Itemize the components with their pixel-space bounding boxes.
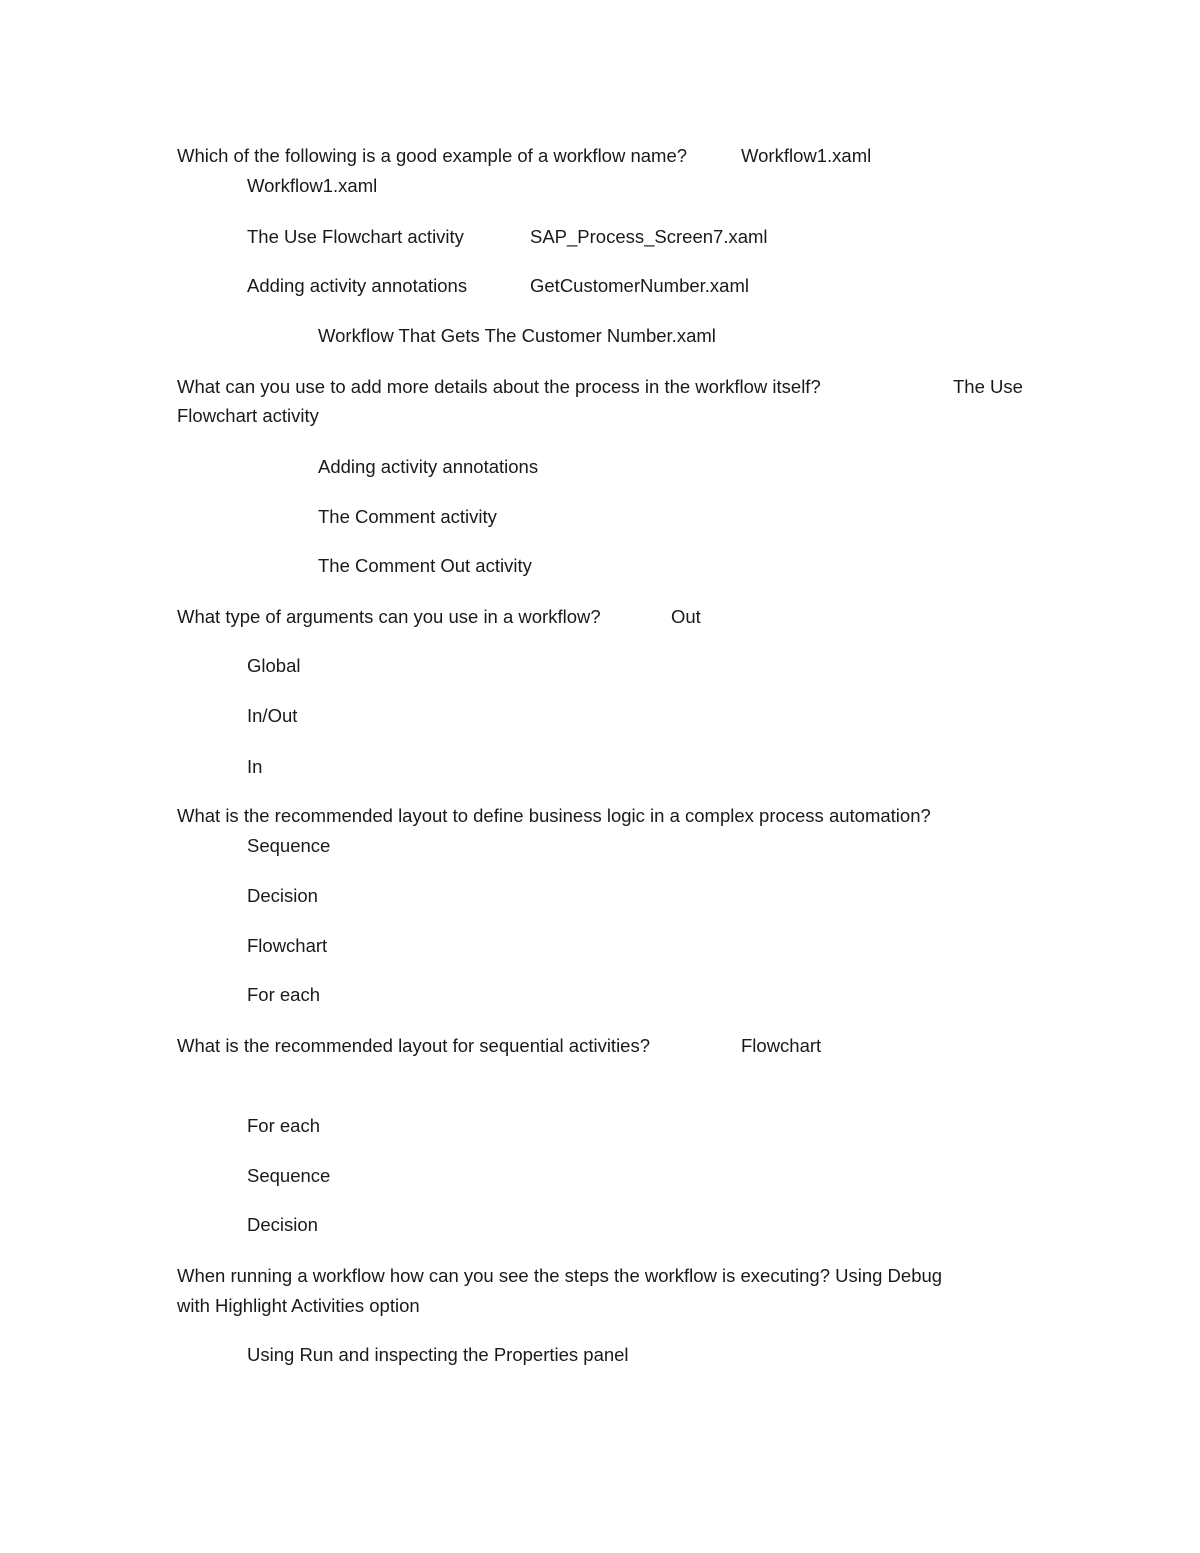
question-3-option: In/Out bbox=[247, 705, 298, 726]
question-2-text: What can you use to add more details about the process in the workflow itself? bbox=[177, 376, 821, 397]
question-1-option: GetCustomerNumber.xaml bbox=[530, 275, 749, 296]
question-3-option: Global bbox=[247, 655, 301, 676]
question-1-option: Workflow1.xaml bbox=[247, 175, 378, 196]
question-4-option: Flowchart bbox=[247, 935, 328, 956]
question-1-answer: Workflow1.xaml bbox=[741, 145, 872, 166]
question-4-option: Decision bbox=[247, 885, 318, 906]
question-2-option: The Comment Out activity bbox=[318, 555, 532, 576]
question-5-answer: Flowchart bbox=[741, 1035, 822, 1056]
question-1-option: The Use Flowchart activity bbox=[247, 226, 464, 247]
question-2-answer: The Use bbox=[953, 376, 1023, 397]
question-5-option: Decision bbox=[247, 1214, 318, 1235]
question-5-text: What is the recommended layout for sequential activities? bbox=[177, 1035, 651, 1056]
question-5-option: Sequence bbox=[247, 1165, 331, 1186]
question-3-answer: Out bbox=[671, 606, 701, 627]
question-5-option: For each bbox=[247, 1115, 321, 1136]
question-3-text: What type of arguments can you use in a workflow? bbox=[177, 606, 601, 627]
question-4-option: Sequence bbox=[247, 835, 331, 856]
question-6-text-continued: with Highlight Activities option bbox=[177, 1295, 420, 1316]
question-1-option: Workflow That Gets The Customer Number.xaml bbox=[318, 325, 716, 346]
question-2-option: Adding activity annotations bbox=[318, 456, 539, 477]
question-1-text: Which of the following is a good example of a workflow name? bbox=[177, 145, 688, 166]
question-1-option: SAP_Process_Screen7.xaml bbox=[530, 226, 768, 247]
question-3-option: In bbox=[247, 756, 263, 777]
question-4-text: What is the recommended layout to define business logic in a complex process automation? bbox=[177, 805, 931, 826]
question-1-option: Adding activity annotations bbox=[247, 275, 468, 296]
question-6-text: When running a workflow how can you see the steps the workflow is executing? Using Debug bbox=[177, 1265, 943, 1286]
question-4-option: For each bbox=[247, 984, 321, 1005]
question-6-option: Using Run and inspecting the Properties panel bbox=[247, 1344, 629, 1365]
question-2-answer-continued: Flowchart activity bbox=[177, 405, 319, 426]
question-2-option: The Comment activity bbox=[318, 506, 497, 527]
